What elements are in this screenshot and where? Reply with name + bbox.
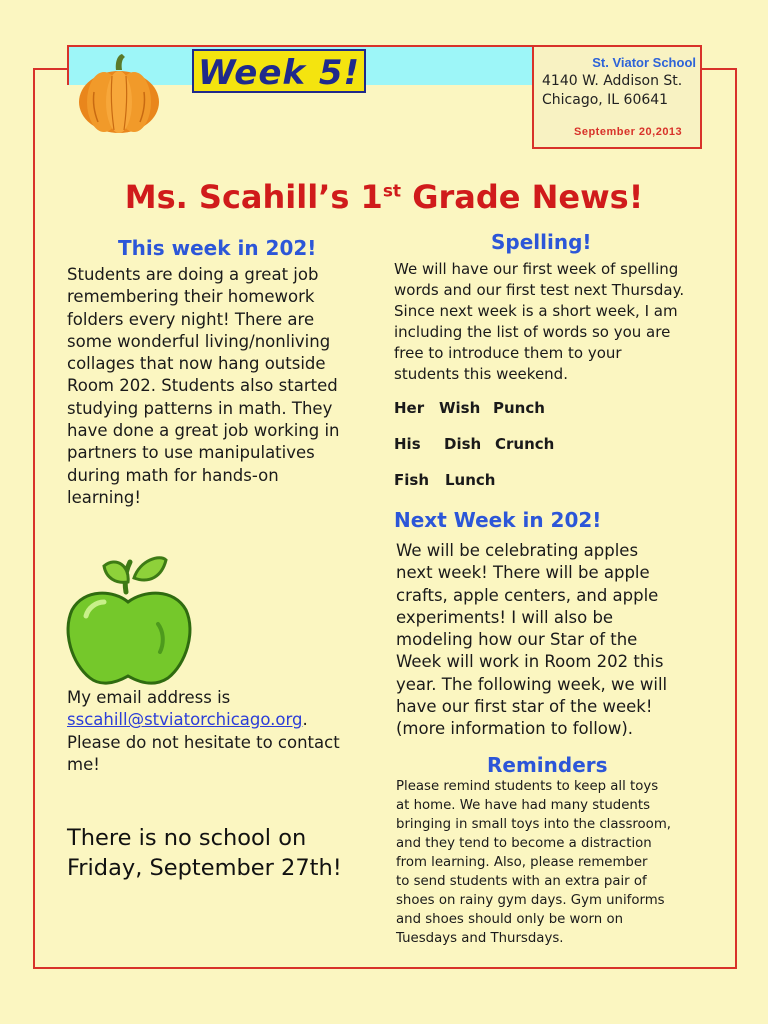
address-line-1: 4140 W. Addison St. [542, 73, 683, 89]
pumpkin-icon [74, 52, 164, 136]
text-line: We will have our first week of spelling [394, 260, 679, 278]
text-line: Students are doing a great job [67, 265, 319, 284]
text-line: collages that now hang outside [67, 354, 326, 374]
text-line: next week! There will be apple [396, 563, 650, 583]
apple-icon [64, 552, 196, 688]
text-line: We will be celebrating apples [396, 541, 639, 560]
text-line: learning! [67, 487, 141, 507]
text-line: year. The following week, we will [396, 674, 668, 694]
text-line: and shoes should only be worn on [396, 912, 624, 927]
text-line: modeling how our Star of the [396, 630, 638, 650]
text-line: have done a great job working in [67, 421, 340, 441]
text-line: Week will work in Room 202 this [396, 652, 664, 672]
next-week-body [396, 540, 716, 741]
next-week-heading: Next Week in 202! [394, 508, 602, 532]
spelling-word: Wish [439, 399, 481, 417]
email-intro: My email address is [67, 688, 231, 707]
text-line: studying patterns in math. They [67, 398, 333, 418]
text-line: and they tend to become a distraction [396, 836, 652, 851]
email-line [67, 709, 367, 731]
text-line: including the list of words so you are [394, 323, 671, 341]
newsletter-title [0, 178, 768, 216]
email-after: . [302, 710, 308, 730]
text-line: experiments! I will also be [396, 607, 614, 627]
reminders-body [396, 777, 726, 948]
reminders-heading: Reminders [487, 753, 608, 777]
text-line: Tuesdays and Thursdays. [396, 931, 564, 946]
text-line: Room 202. Students also started [67, 376, 338, 396]
email-block [67, 687, 367, 776]
text-line: free to introduce them to your [394, 344, 622, 362]
text-line: shoes on rainy gym days. Gym uniforms [396, 893, 665, 908]
text-line: remembering their homework [67, 287, 315, 307]
text-line: to send students with an extra pair of [396, 874, 647, 889]
spelling-word: Lunch [445, 471, 496, 489]
spelling-word: Her [394, 399, 425, 417]
no-school-line-2: Friday, September 27th! [67, 855, 342, 881]
text-line: crafts, apple centers, and apple [396, 585, 659, 605]
spelling-word: Crunch [495, 435, 555, 453]
contact-line-1: Please do not hesitate to contact [67, 732, 340, 752]
text-line: have our first star of the week! [396, 697, 653, 717]
spelling-word: Punch [493, 399, 545, 417]
text-line: students this weekend. [394, 365, 568, 383]
week-badge [192, 49, 366, 93]
text-line: (more information to follow). [396, 719, 634, 739]
contact-line-2: me! [67, 754, 100, 774]
this-week-body [67, 264, 367, 509]
email-link[interactable]: sscahill@stviatorchicago.org [67, 710, 303, 730]
spelling-body [394, 259, 724, 385]
spelling-word: Dish [444, 435, 482, 453]
text-line: Please remind students to keep all toys [396, 779, 659, 794]
title-rest: Grade News! [401, 178, 644, 216]
newsletter-date: September 20,2013 [574, 126, 683, 138]
no-school-line-1: There is no school on [67, 825, 307, 851]
title-superscript: st [382, 181, 402, 202]
text-line: at home. We have had many students [396, 798, 650, 813]
text-line: folders every night! There are [67, 309, 315, 329]
text-line: bringing in small toys into the classroom, [396, 817, 672, 832]
address-line-2: Chicago, IL 60641 [542, 92, 669, 108]
text-line: words and our first test next Thursday. [394, 281, 685, 299]
title-main: Ms. Scahill’s 1 [124, 178, 383, 216]
address-box [532, 45, 702, 149]
this-week-heading: This week in 202! [118, 236, 317, 260]
text-line: from learning. Also, please remember [396, 855, 648, 870]
spelling-word: His [394, 435, 421, 453]
week-label: Week 5! [197, 53, 361, 93]
spelling-heading: Spelling! [491, 230, 592, 254]
school-name: St. Viator School [592, 55, 696, 70]
text-line: some wonderful living/nonliving [67, 331, 331, 351]
no-school-notice [67, 823, 377, 883]
text-line: Since next week is a short week, I am [394, 302, 678, 320]
text-line: partners to use manipulatives [67, 443, 315, 463]
text-line: during math for hands-on [67, 465, 279, 485]
spelling-word: Fish [394, 471, 429, 489]
